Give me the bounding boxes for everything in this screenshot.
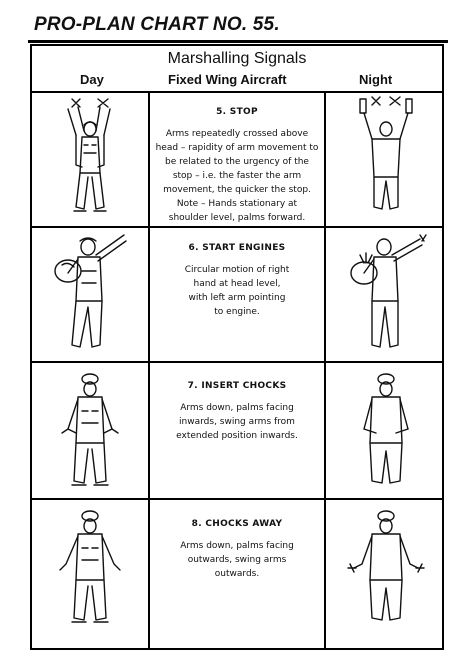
signal-8-description: Arms down, palms facing outwards, swing arms outwards. [180, 541, 294, 579]
signal-5-title: 5. STOP [216, 107, 258, 117]
signal-5-description: Arms repeatedly crossed above head – rapidity of arm movement to be related to the urgency of the stop – i.e. the faster the arm movement, the quicker the stop. Note – Hands stationary at shoulder level, palms forward. [155, 129, 319, 223]
grid-line [324, 91, 326, 648]
start-engines-night-figure-icon [342, 231, 432, 359]
signal-5-text [153, 105, 321, 225]
column-header-night: Night [359, 72, 393, 87]
signals-grid [32, 91, 442, 648]
grid-line [32, 498, 442, 500]
column-header-day: Day [80, 72, 104, 87]
signal-6-title: 6. START ENGINES [188, 243, 286, 253]
signal-8-title: 8. CHOCKS AWAY [191, 519, 283, 529]
grid-line [32, 91, 442, 93]
chart-frame [30, 44, 444, 650]
chart-subtitle: Marshalling Signals [167, 50, 307, 67]
signal-8-text [153, 517, 321, 581]
chocks-away-day-figure-icon [50, 504, 130, 632]
signal-6-text [153, 241, 321, 319]
start-engines-day-figure-icon [46, 231, 136, 359]
signal-7-description: Arms down, palms facing inwards, swing arms from extended position inwards. [176, 403, 298, 441]
signal-7-text [153, 379, 321, 443]
signal-6-description: Circular motion of right hand at head level, with left arm pointing to engine. [184, 265, 290, 317]
chocks-away-night-figure-icon [344, 504, 428, 632]
column-header-aircraft: Fixed Wing Aircraft [168, 72, 287, 87]
title-underline [28, 40, 448, 43]
insert-chocks-night-figure-icon [350, 367, 422, 495]
signal-7-title: 7. INSERT CHOCKS [187, 381, 287, 391]
stop-day-figure-icon [54, 95, 126, 223]
grid-line [32, 361, 442, 363]
insert-chocks-day-figure-icon [54, 367, 126, 495]
grid-line [32, 226, 442, 228]
grid-line [148, 91, 150, 648]
page-title: PRO-PLAN CHART NO. 55. [34, 14, 280, 35]
stop-night-figure-icon [350, 95, 422, 223]
